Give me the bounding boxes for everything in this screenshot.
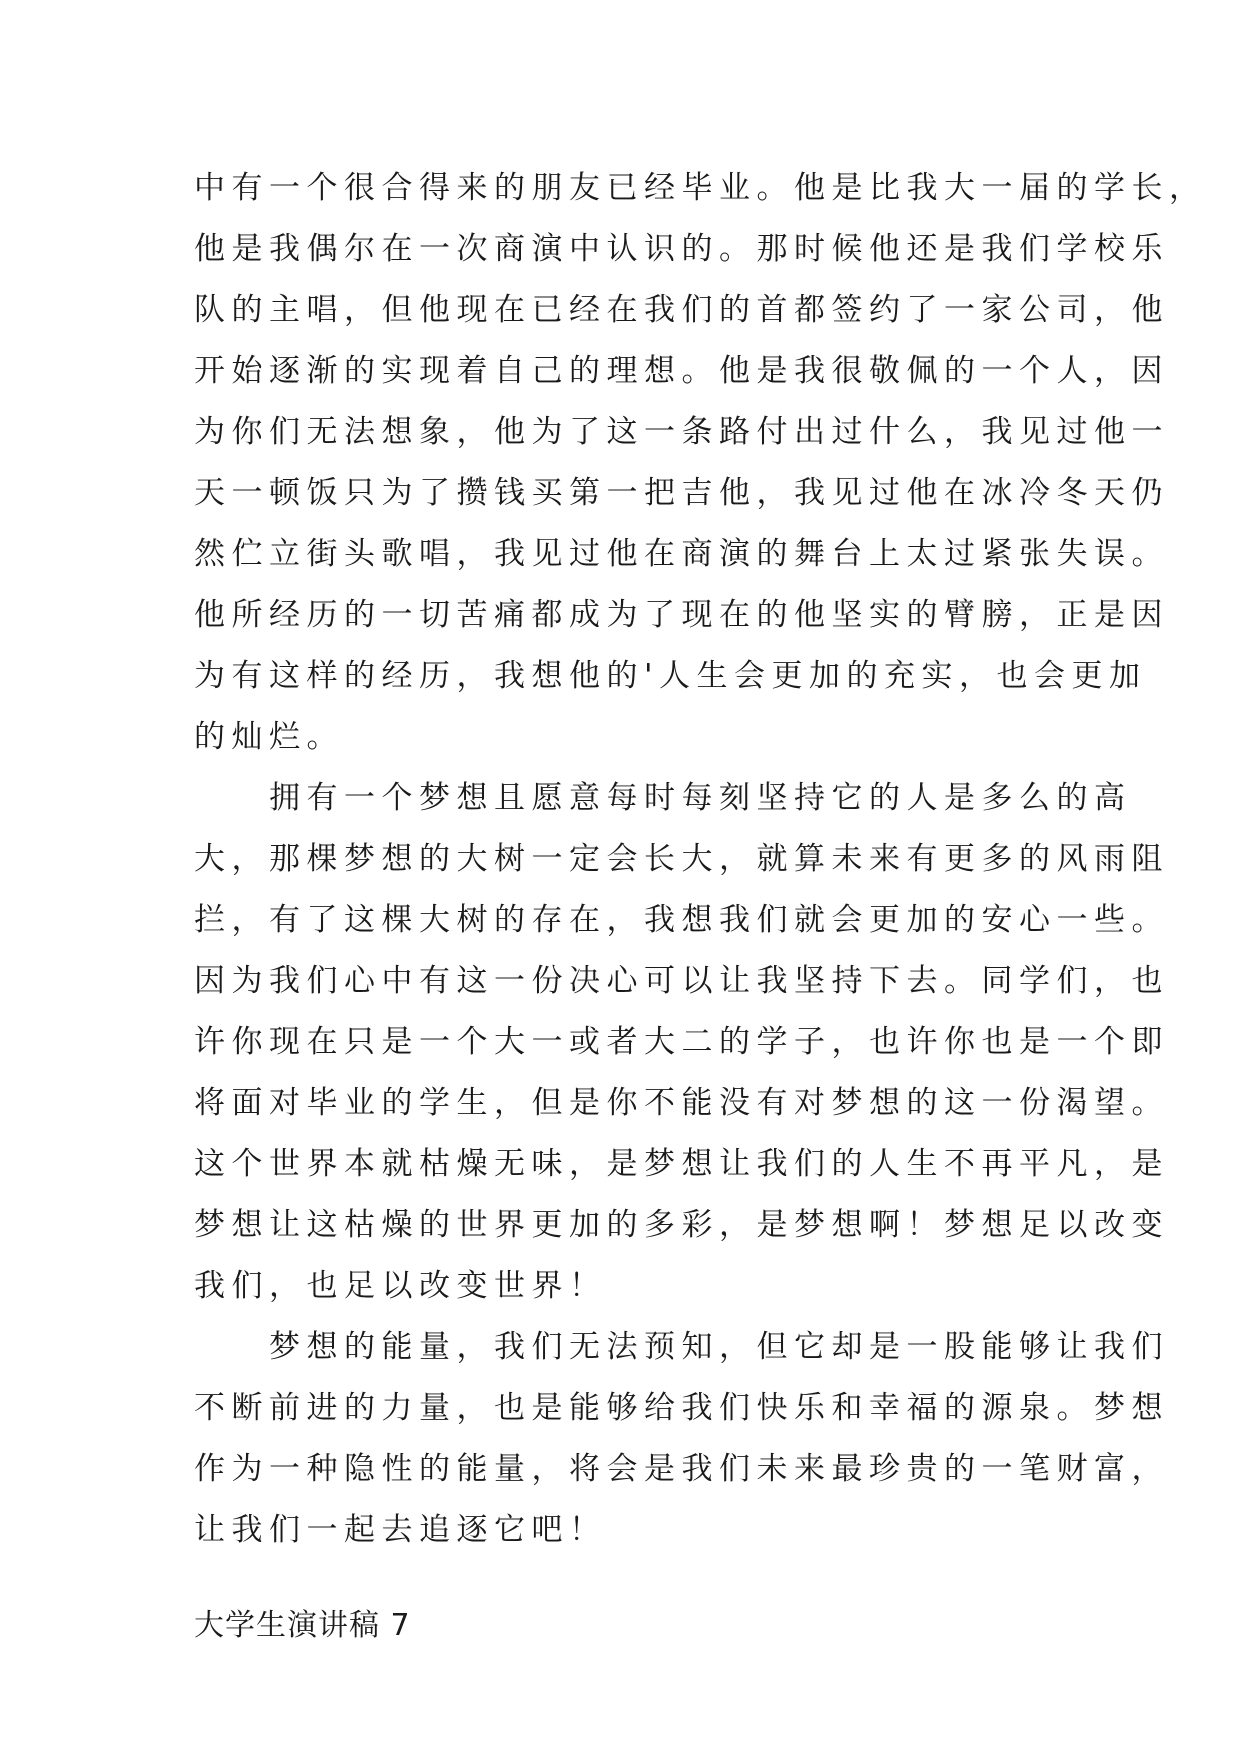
text-line: 中有一个很合得来的朋友已经毕业。他是比我大一届的学长， [194, 170, 1207, 206]
text-line: 让我们一起去追逐它吧！ [194, 1512, 607, 1548]
text-line: 为有这样的经历，我想他的'人生会更加的充实，也会更加 [194, 658, 1147, 694]
text-line: 不断前进的力量，也是能够给我们快乐和幸福的源泉。梦想 [194, 1390, 1169, 1426]
text-line: 拦，有了这棵大树的存在，我想我们就会更加的安心一些。 [194, 902, 1169, 938]
section-heading: 大学生演讲稿 7 [194, 1608, 411, 1643]
text-line: 因为我们心中有这一份决心可以让我坚持下去。同学们，也 [194, 963, 1169, 999]
text-line: 将面对毕业的学生，但是你不能没有对梦想的这一份渴望。 [194, 1085, 1169, 1121]
text-line: 队的主唱，但他现在已经在我们的首都签约了一家公司，他 [194, 292, 1169, 328]
text-line: 然伫立街头歌唱，我见过他在商演的舞台上太过紧张失误。 [194, 536, 1169, 572]
text-line: 我们，也足以改变世界！ [194, 1268, 607, 1304]
body-text [194, 158, 1207, 1561]
text-line: 梦想让这枯燥的世界更加的多彩，是梦想啊！梦想足以改变 [194, 1207, 1169, 1243]
text-line: 开始逐渐的实现着自己的理想。他是我很敬佩的一个人，因 [194, 353, 1169, 389]
text-line: 他是我偶尔在一次商演中认识的。那时候他还是我们学校乐 [194, 231, 1169, 267]
text-line: 天一顿饭只为了攒钱买第一把吉他，我见过他在冰冷冬天仍 [194, 475, 1169, 511]
text-line: 这个世界本就枯燥无味，是梦想让我们的人生不再平凡，是 [194, 1146, 1169, 1182]
text-line: 为你们无法想象，他为了这一条路付出过什么，我见过他一 [194, 414, 1169, 450]
text-line: 他所经历的一切苦痛都成为了现在的他坚实的臂膀，正是因 [194, 597, 1169, 633]
text-line: 的灿烂。 [194, 719, 344, 755]
text-line: 大，那棵梦想的大树一定会长大，就算未来有更多的风雨阻 [194, 841, 1169, 877]
text-line: 梦想的能量，我们无法预知，但它却是一股能够让我们 [194, 1329, 1169, 1365]
text-line: 许你现在只是一个大一或者大二的学子，也许你也是一个即 [194, 1024, 1169, 1060]
text-line: 拥有一个梦想且愿意每时每刻坚持它的人是多么的高 [194, 780, 1132, 816]
text-line: 作为一种隐性的能量，将会是我们未来最珍贵的一笔财富， [194, 1451, 1169, 1487]
